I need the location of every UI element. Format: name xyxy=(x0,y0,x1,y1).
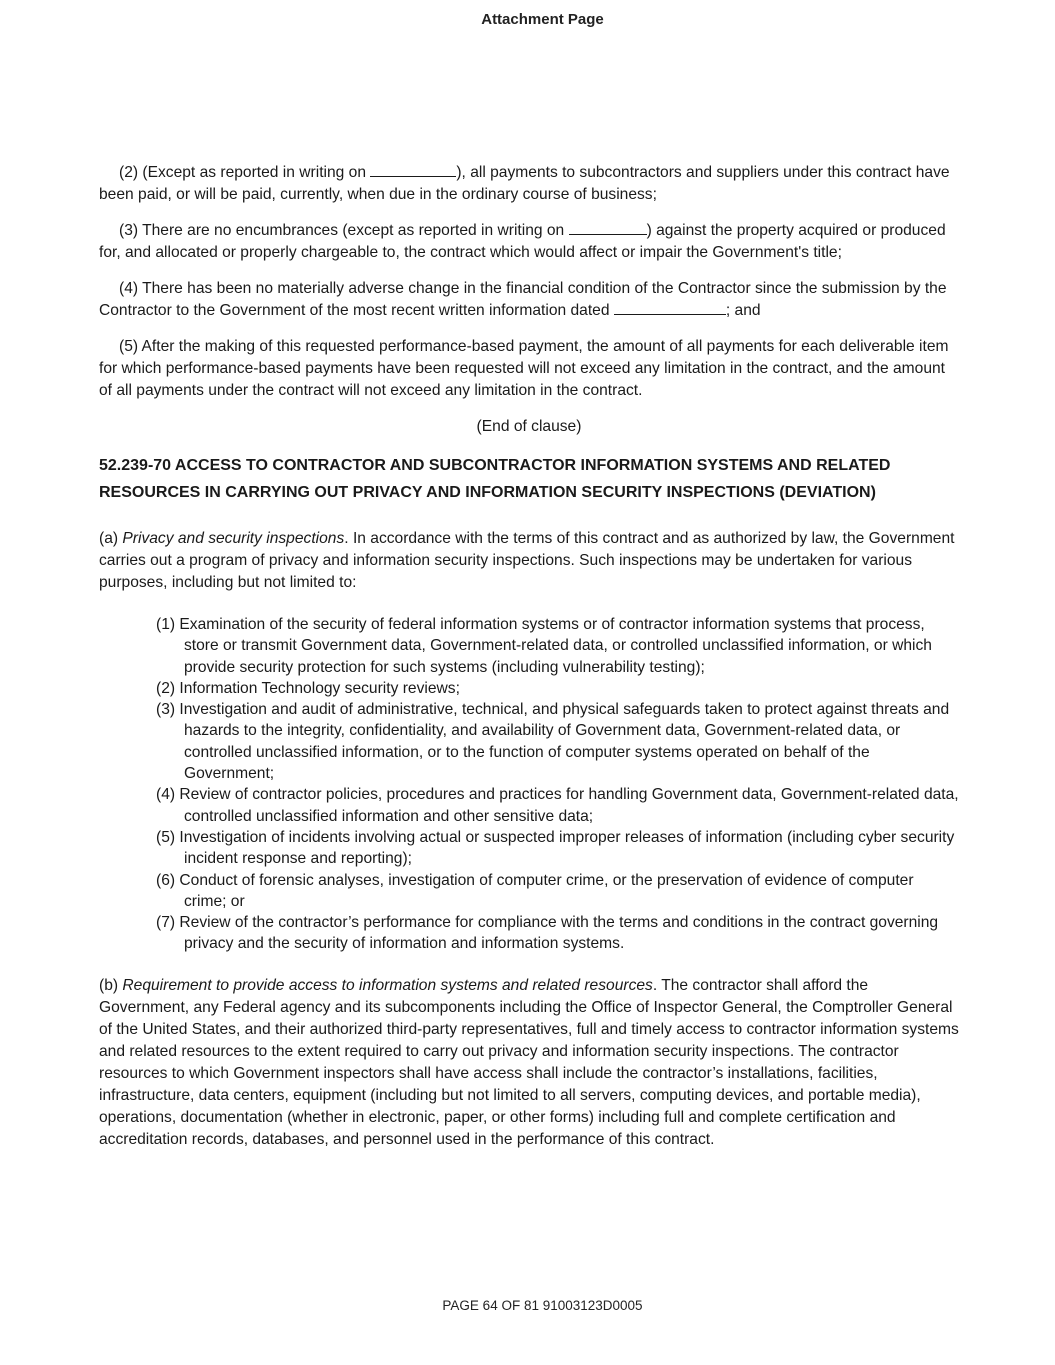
blank-line xyxy=(569,220,647,235)
paragraph-3 xyxy=(99,220,959,264)
subsection-b-lead: Requirement to provide access to information systems and related resources xyxy=(122,976,653,994)
list-item: (2) Information Technology security reviews; xyxy=(156,679,460,697)
list-item: (1) Examination of the security of federal information systems or of contractor information systems that process, store or transmit Government data, Government-related data, or controlled unclassified information, or which provide security protection for such systems (including vulnerability testing); xyxy=(156,616,932,676)
blank-line xyxy=(614,300,726,315)
paragraph-4-after: ; and xyxy=(725,302,761,319)
page-footer: PAGE 64 OF 81 91003123D0005 xyxy=(442,1298,643,1313)
subsection-b xyxy=(99,975,959,1151)
subsection-a-text: . In accordance with the terms of this contract and as authorized by law, the Government carries out a program of privacy and information security inspections. Such inspections may be undertaken for various purposes, including but not limited to: xyxy=(99,530,955,591)
paragraph-4 xyxy=(99,278,959,322)
section-heading-line-2: RESOURCES IN CARRYING OUT PRIVACY AND INFORMATION SECURITY INSPECTIONS (DEVIATION) xyxy=(99,484,876,501)
paragraph-2 xyxy=(99,162,959,206)
paragraph-2-before: (2) (Except as reported in writing on xyxy=(119,164,371,181)
subsection-a-label: (a) xyxy=(99,530,123,547)
blank-line xyxy=(370,162,456,177)
page-header-title: Attachment Page xyxy=(481,11,604,28)
paragraph-3-before: (3) There are no encumbrances (except as reported in writing on xyxy=(119,222,569,239)
list-item: (4) Review of contractor policies, procedures and practices for handling Government data, Government-related data, controlled unclassified information and other sensitive data; xyxy=(156,786,959,825)
inspection-purpose-list xyxy=(156,614,959,955)
subsection-b-label: (b) xyxy=(99,976,123,994)
subsection-a-lead: Privacy and security inspections xyxy=(122,530,345,547)
end-of-clause: (End of clause) xyxy=(476,418,582,435)
paragraph-3-after: ) against the property acquired or produced for, and allocated or properly chargeable to, the contract which would affect or impair the Government's title; xyxy=(99,222,946,261)
paragraph-5: (5) After the making of this requested performance-based payment, the amount of all payments for each deliverable item for which performance-based payments have been requested will not exceed any limitation in the contract, and the amount of all payments under the contract will not exceed any limitation in the contract. xyxy=(99,338,949,399)
paragraph-4-before: (4) There has been no materially adverse change in the financial condition of the Contractor since the submission by the Contractor to the Government of the most recent written information dated xyxy=(99,280,947,319)
paragraph-2-after: ), all payments to subcontractors and suppliers under this contract have been paid, or will be paid, currently, when due in the ordinary course of business; xyxy=(99,164,950,203)
list-item: (3) Investigation and audit of administrative, technical, and physical safeguards taken to protect against threats and hazards to the integrity, confidentiality, and availability of Government data, Government-related data, or controlled unclassified information, or to the function of computer systems operated on behalf of the Government; xyxy=(156,701,950,783)
document-body xyxy=(99,162,959,1171)
list-item: (6) Conduct of forensic analyses, investigation of computer crime, or the preservation of evidence of computer crime; or xyxy=(156,871,914,910)
subsection-b-text: . The contractor shall afford the Government, any Federal agency and its subcomponents including the Office of Inspector General, the Comptroller General of the United States, and their authorized third-party representatives, full and timely access to contractor information systems and related resources to the extent required to carry out privacy and information security inspections. The contractor resources to which Government inspectors shall have access shall include the contractor’s installations, facilities, infrastructure, data centers, equipment (including but not limited to all servers, computing devices, and portable media), operations, documentation (whether in electronic, paper, or other forms) including full and complete certification and accreditation records, databases, and personnel used in the performance of this contract. xyxy=(99,976,959,1148)
subsection-a xyxy=(99,528,959,594)
section-heading xyxy=(99,452,959,506)
section-heading-line-1: 52.239-70 ACCESS TO CONTRACTOR AND SUBCONTRACTOR INFORMATION SYSTEMS AND RELATED xyxy=(99,457,891,474)
list-item: (5) Investigation of incidents involving actual or suspected improper releases of information (including cyber security incident response and reporting); xyxy=(156,828,955,868)
list-item: (7) Review of the contractor’s performance for compliance with the terms and conditions in the contract governing privacy and the security of information and information systems. xyxy=(156,914,939,953)
